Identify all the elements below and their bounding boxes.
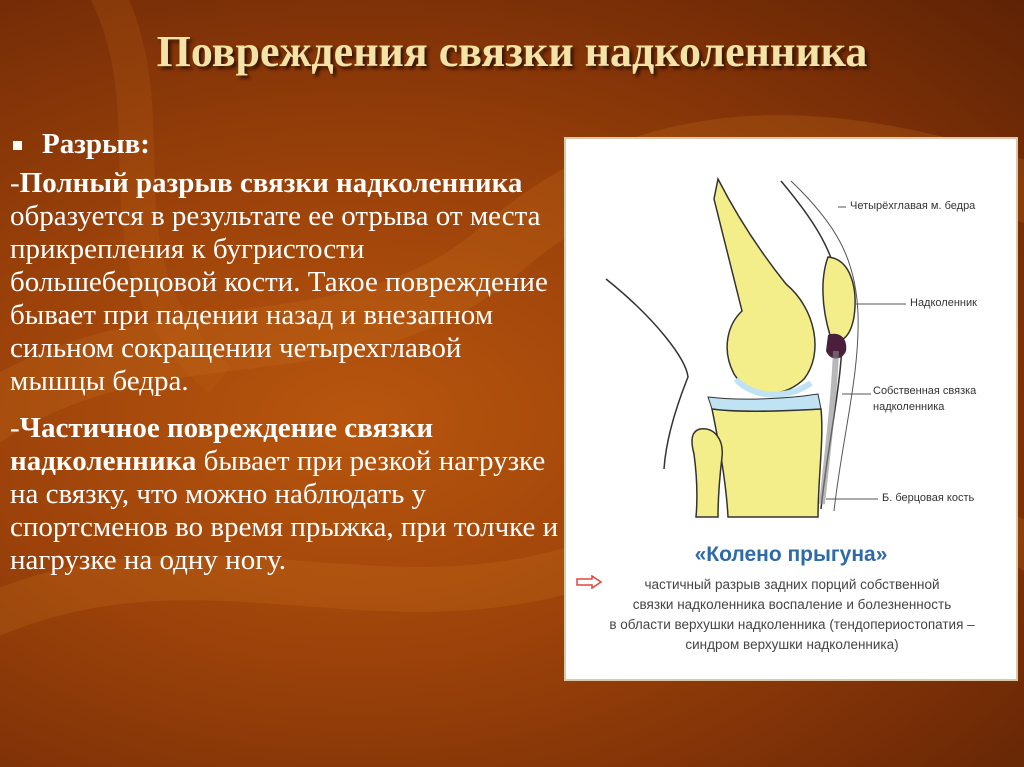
- caption-line-2b: воспаление и болезненность: [768, 597, 952, 612]
- para1-bold: Полный разрыв связки надколенника: [19, 167, 523, 199]
- para2-prefix: -: [10, 412, 20, 444]
- label-quadriceps: Четырёхглавая м. бедра: [850, 200, 976, 212]
- caption-line-2a: связки надколенника: [632, 597, 765, 612]
- page-title: Повреждения связки надколенника: [156, 27, 868, 76]
- para2-bold: Частичное повреждение связки надколенника: [10, 412, 434, 477]
- paragraph-partial-injury: [10, 412, 562, 577]
- bullet-heading-text: Разрыв:: [42, 128, 150, 160]
- label-tibia: Б. берцовая кость: [882, 492, 975, 504]
- para1-prefix: -: [10, 167, 20, 199]
- bullet-heading: [10, 128, 562, 161]
- label-ligament-1: Собственная связка: [873, 385, 977, 397]
- para1-text: образуется в результате ее отрыва от места прикрепления к бугристости большеберцовой кости. Такое повреждение бывает при падении назад и внезапном сильном сокращении четырехглавой мышцы бедра.: [10, 200, 548, 397]
- label-ligament-2: надколенника: [873, 401, 945, 413]
- square-bullet-icon: [13, 141, 22, 150]
- caption-line-4: синдром верхушки надколенника): [685, 637, 899, 652]
- caption-line-2: [572, 595, 1012, 615]
- caption-title: «Колено прыгуна»: [694, 543, 888, 566]
- caption-line-3: в области верхушки надколенника (тендопериостопатия –: [609, 617, 975, 632]
- para2-text: бывает при резкой нагрузке на связку, что можно наблюдать у спортсменов во время прыжка, при толчке и нагрузке на одну ногу.: [10, 445, 559, 576]
- paragraph-full-rupture: [10, 167, 562, 398]
- arrow-right-icon: [576, 575, 602, 589]
- caption-line-1: частичный разрыв задних порций собственной: [644, 577, 940, 592]
- figure-caption: [572, 575, 1012, 655]
- label-patella: Надколенник: [910, 297, 977, 309]
- knee-diagram: [566, 139, 1016, 539]
- text-content: [10, 128, 562, 577]
- knee-anatomy-figure: [564, 137, 1018, 681]
